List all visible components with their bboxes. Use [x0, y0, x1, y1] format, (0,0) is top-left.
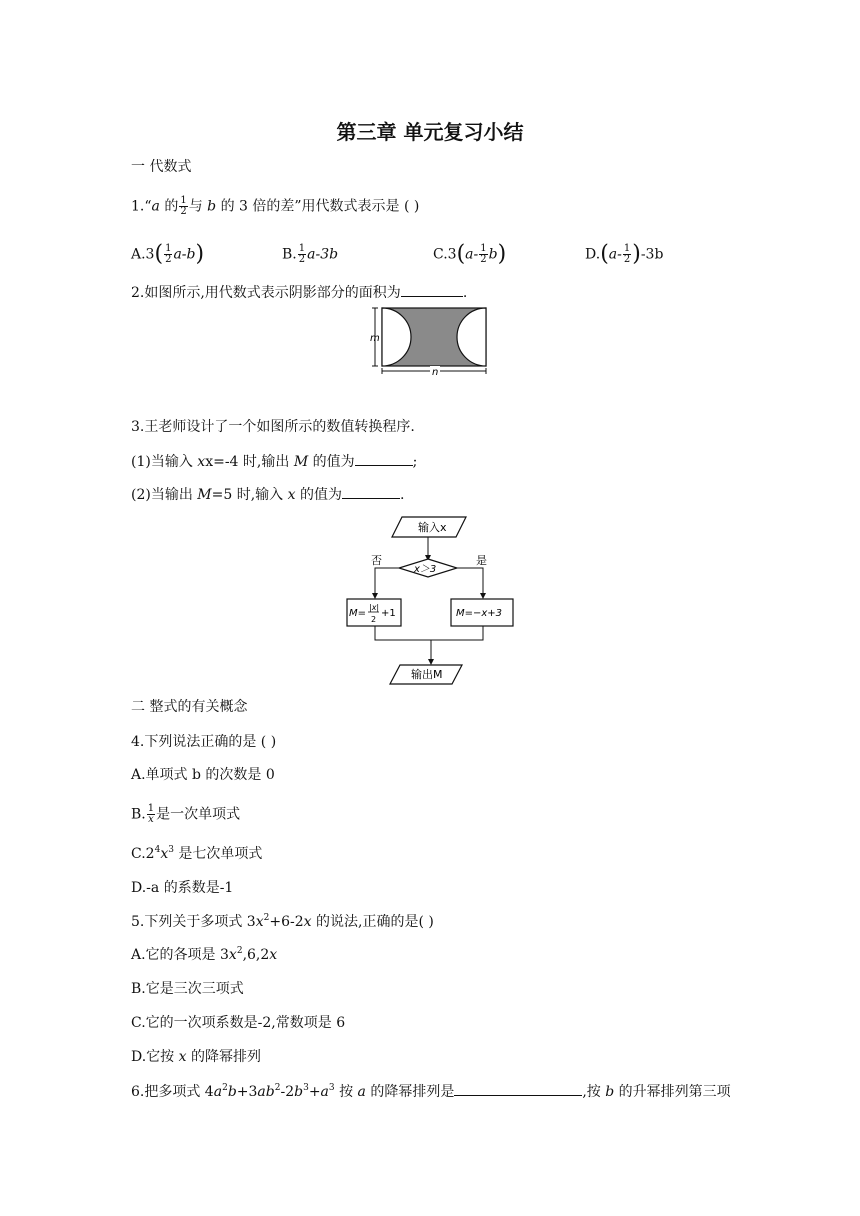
question-3-stem: 3.王老师设计了一个如图所示的数值转换程序. — [131, 419, 415, 435]
flow-output: 输出M — [411, 668, 443, 681]
flow-input: 输入x — [418, 521, 447, 534]
flow-condition: x＞3 — [414, 564, 437, 575]
question-1-option-c[interactable]: C.3(a- $\frac{1}{2}$ b) — [433, 241, 507, 267]
question-3-part-2: (2)当输出 M=5 时,输入 x 的值为 . — [131, 484, 404, 505]
answer-blank[interactable] — [355, 451, 413, 466]
answer-blank[interactable] — [454, 1081, 582, 1096]
question-5-option-c[interactable]: C.它的一次项系数是-2,常数项是 6 — [131, 1015, 346, 1031]
question-5-stem: 5.下列关于多项式 $3x^2+6-2x$ 的说法,正确的是( ) — [131, 913, 434, 930]
flow-left-num: |x| — [369, 603, 380, 612]
rectangle-figure — [368, 304, 492, 376]
fraction-one-half: $\frac{1}{2}$ — [180, 195, 187, 217]
flow-no-label: 否 — [371, 554, 382, 567]
question-2-stem: 2.如图所示,用代数式表示阴影部分的面积为 . — [131, 282, 467, 303]
question-1-stem: 1.“a 的 $\frac{1}{2}$ 与 b 的 3 倍的差”用代数式表示是 ( ) — [131, 195, 420, 217]
flow-left-b: +1 — [381, 608, 396, 619]
flowchart — [340, 512, 524, 688]
flow-right-box: M=−x+3 — [456, 608, 503, 619]
label-n: n — [432, 367, 439, 376]
question-4-stem: 4.下列说法正确的是 ( ) — [131, 734, 277, 750]
question-5-option-d[interactable]: D.它按 x 的降幂排列 — [131, 1049, 261, 1065]
question-1-option-b[interactable]: B. $\frac{1}{2}$ a-3b — [282, 243, 339, 265]
question-1-option-d[interactable]: D.(a- $\frac{1}{2}$ )-3b — [585, 241, 664, 267]
flow-left-a: M= — [349, 608, 367, 619]
question-6-stem: 6.把多项式 $4a^2b+3ab^2-2b^3+a^3$ 按 a 的降幂排列是 ,按 b 的升幂排列第三项 — [131, 1083, 731, 1100]
question-1-option-a[interactable]: A.3( $\frac{1}{2}$ a-b) — [131, 241, 205, 267]
question-4-option-b[interactable]: B. $\frac{1}{x}$ 是一次单项式 — [131, 803, 241, 825]
question-4-option-a[interactable]: A.单项式 b 的次数是 0 — [131, 767, 275, 783]
question-5-option-a[interactable]: A.它的各项是 $3x^2,6,2x$ — [131, 946, 278, 963]
answer-blank[interactable] — [401, 282, 463, 297]
flow-left-den: 2 — [371, 615, 377, 624]
section-heading-1: 一 代数式 — [131, 159, 192, 175]
flow-yes-label: 是 — [476, 554, 487, 567]
label-m: m — [370, 333, 380, 344]
question-4-option-c[interactable]: $C.2^4x^3$ 是七次单项式 — [131, 845, 263, 862]
answer-blank[interactable] — [342, 484, 400, 499]
page-title: 第三章 单元复习小结 — [336, 120, 524, 144]
question-5-option-b[interactable]: B.它是三次三项式 — [131, 981, 244, 997]
question-3-part-1: (1)当输入 xx=-4 时,输出 M 的值为 ; — [131, 451, 417, 472]
question-4-option-d[interactable]: D.-a 的系数是-1 — [131, 880, 234, 896]
section-heading-2: 二 整式的有关概念 — [131, 699, 248, 715]
